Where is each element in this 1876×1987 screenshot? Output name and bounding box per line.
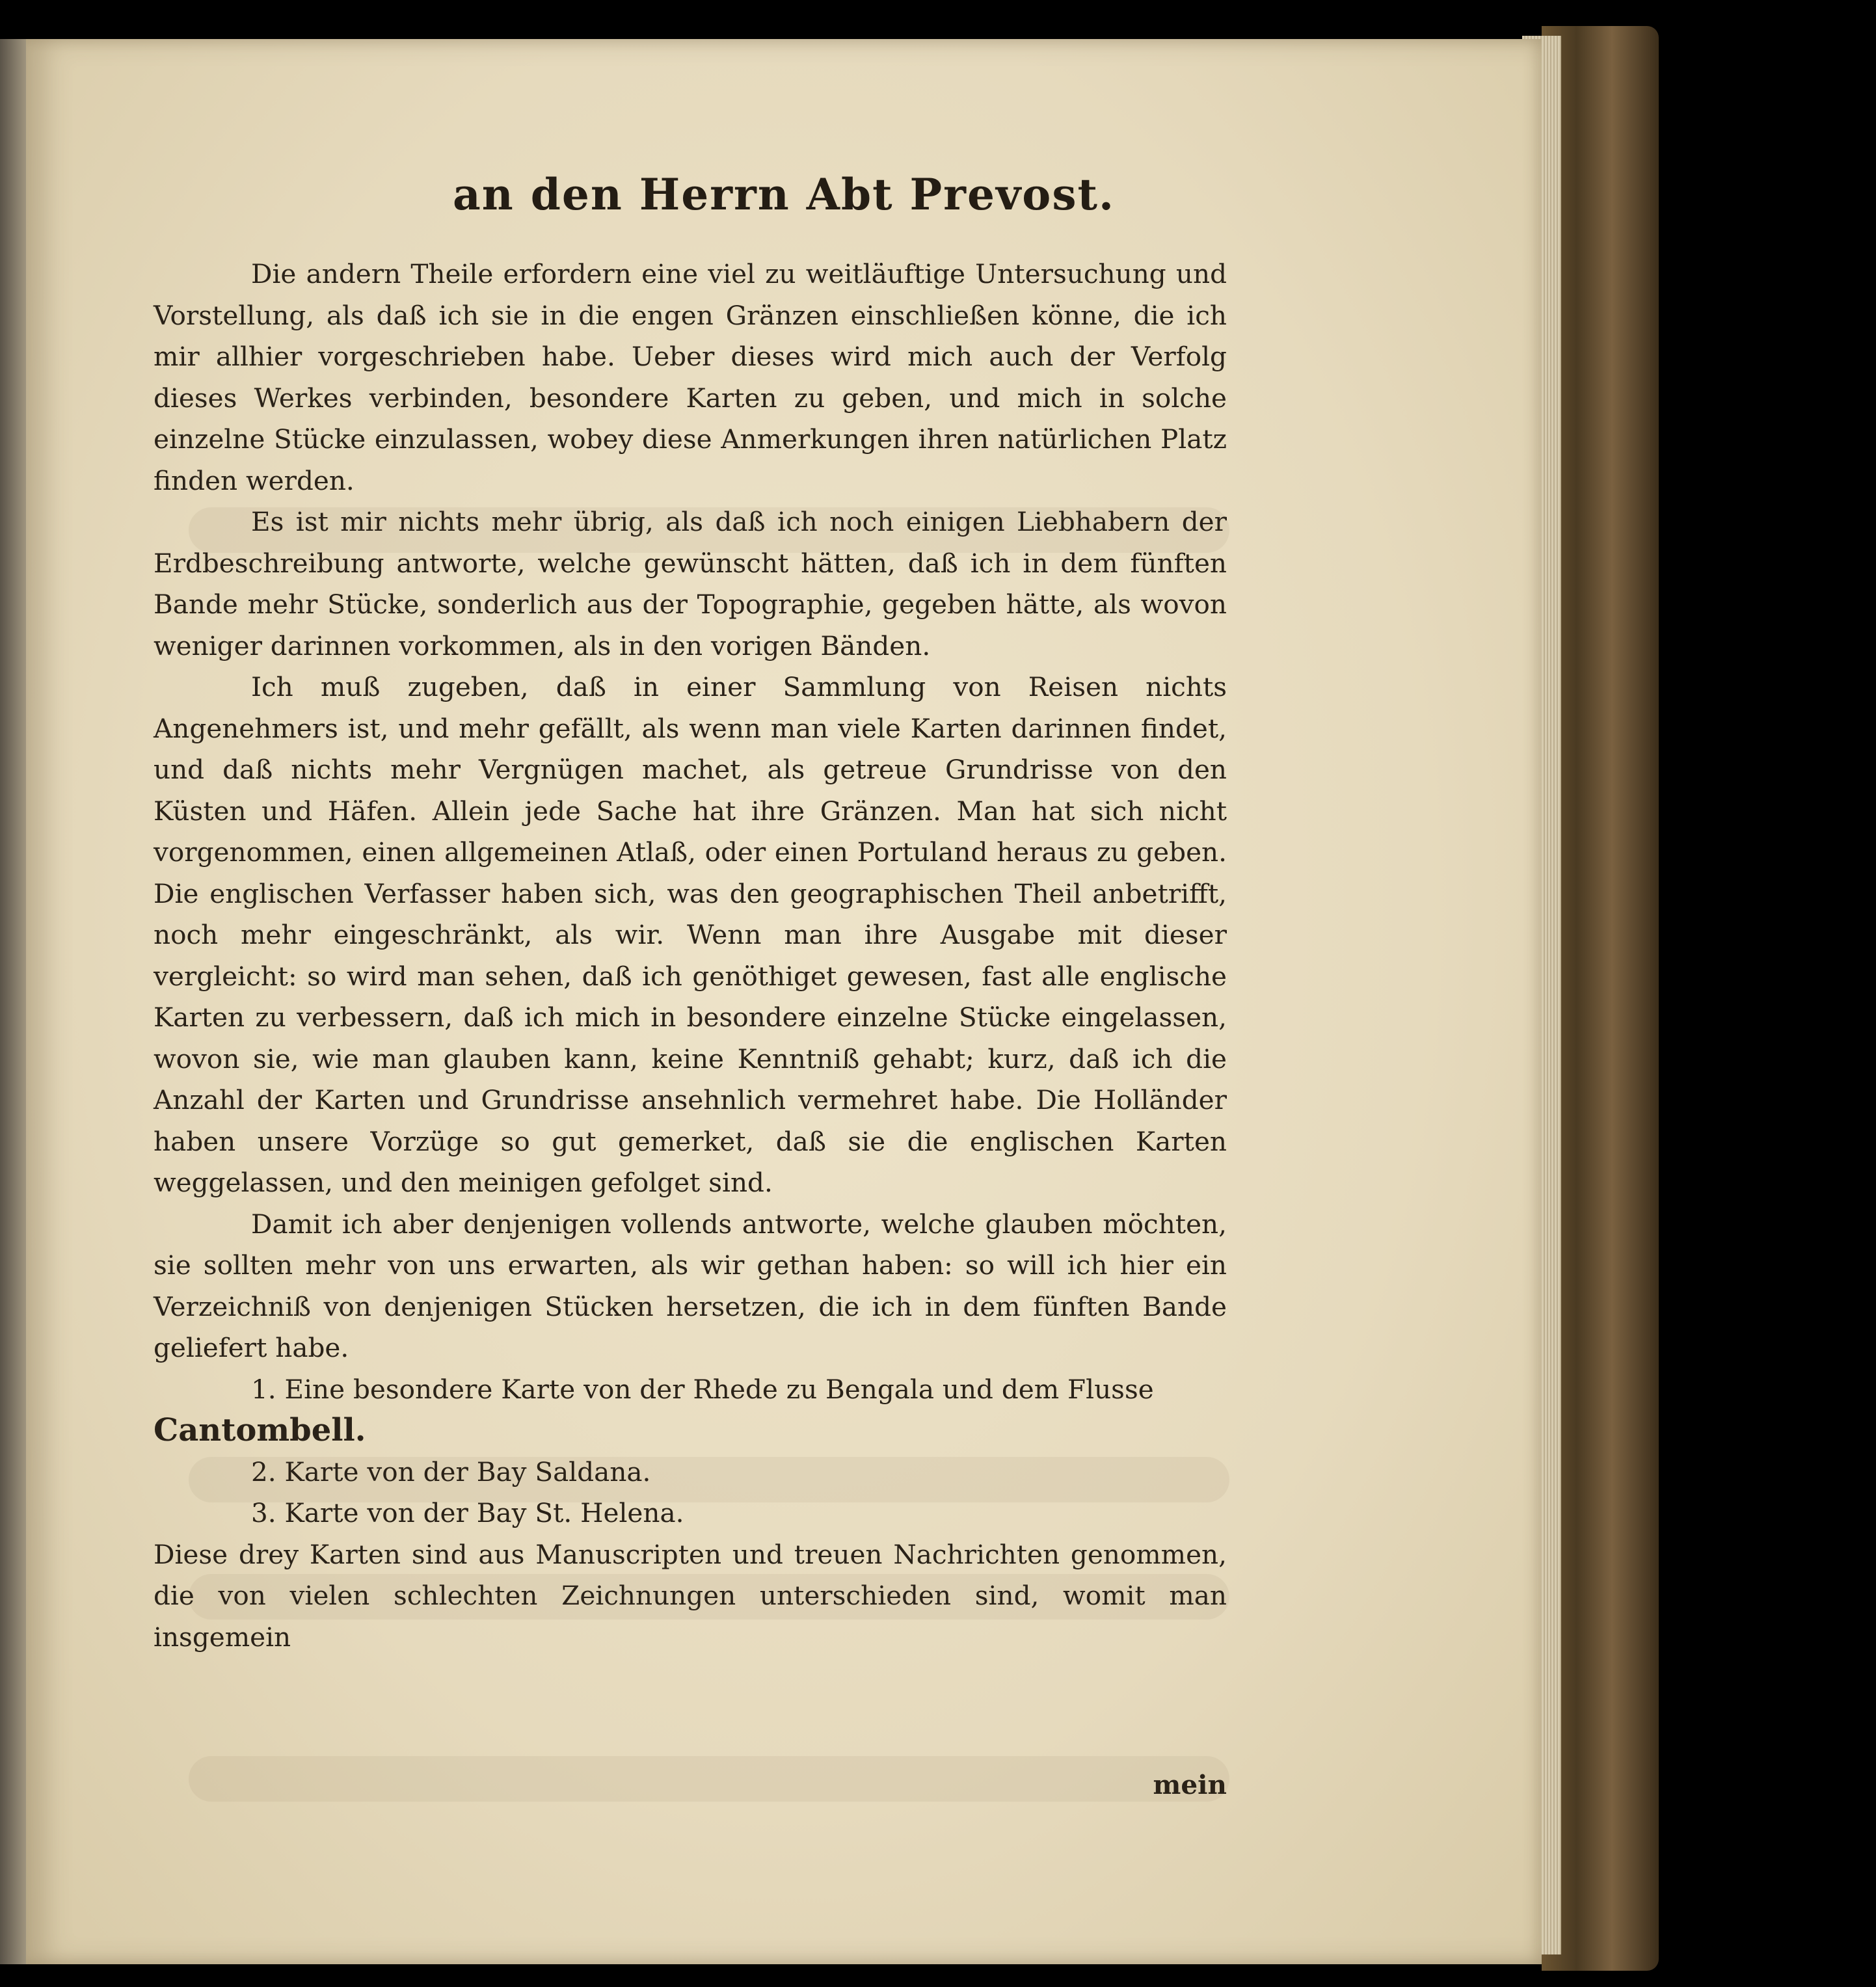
paragraph: Damit ich aber denjenigen vollends antworte, welche glauben möchten, sie sollten mehr von uns erwarten, als wir gethan haben: so will ich hier ein Verzeichniß von denjenigen Stücken hersetzen, die ich in dem fünften Bande geliefert habe. xyxy=(154,1208,1227,1363)
list-item: 2. Karte von der Bay Saldana. xyxy=(251,1456,651,1487)
book-page xyxy=(26,39,1542,1964)
paragraph: Ich muß zugeben, daß in einer Sammlung von Reisen nichts Angenehmers ist, und mehr gefällt, als wenn man viele Karten darinnen findet, und daß nichts mehr Vergnügen machet, als getreue Grundrisse von den Küsten und Häfen. Allein jede Sache hat ihre Gränzen. Man hat sich nicht vorgenommen, einen allgemeinen Atlaß, oder einen Portuland heraus zu geben. Die englischen Verfasser haben sich, was den geographischen Theil anbetrifft, noch mehr eingeschränkt, als wir. Wenn man ihre Ausgabe mit dieser vergleicht: so wird man sehen, daß ich genöthiget gewesen, fast alle englische Karten zu verbessern, daß ich mich in besondere einzelne Stücke eingelassen, wovon sie, wie man glauben kann, keine Kenntniß gehabt; kurz, daß ich die Anzahl der Karten und Grundrisse ansehnlich vermehret habe. Die Holländer haben unsere Vorzüge so gut gemerket, daß sie die englischen Karten weggelassen, und den meinigen gefolget sind. xyxy=(154,671,1227,1198)
list-item-continuation: Cantombell. xyxy=(154,1412,366,1448)
paragraph: Es ist mir nichts mehr übrig, als daß ich noch einigen Liebhabern der Erdbeschreibung antworte, welche gewünscht hätten, daß ich in dem fünften Bande mehr Stücke, sonderlich aus der Topographie, gegeben hätte, als wovon weniger darinnen vorkommen, als in den vorigen Bänden. xyxy=(154,506,1227,661)
body-text xyxy=(154,254,1227,1658)
paragraph: Die andern Theile erfordern eine viel zu weitläuftige Untersuchung und Vorstellung, als daß ich sie in die engen Gränzen einschließen könne, die ich mir allhier vorgeschrieben habe. Ueber dieses wird mich auch der Verfolg dieses Werkes verbinden, besondere Karten zu geben, und mich in solche einzelne Stücke einzulassen, wobey diese Anmerkungen ihren natürlichen Platz finden werden. xyxy=(154,258,1227,496)
catchword: mein xyxy=(1153,1769,1227,1800)
list-item: 3. Karte von der Bay St. Helena. xyxy=(251,1497,684,1528)
list-item: 1. Eine besondere Karte von der Rhede zu Bengala und dem Flusse xyxy=(251,1373,1154,1405)
paragraph: Diese drey Karten sind aus Manuscripten und treuen Nachrichten genommen, die von vielen schlechten Zeichnungen unterschieden sind, womit man insgemein xyxy=(154,1538,1227,1653)
running-header: an den Herrn Abt Prevost. xyxy=(453,169,1115,220)
bleed-through xyxy=(189,1756,1229,1802)
